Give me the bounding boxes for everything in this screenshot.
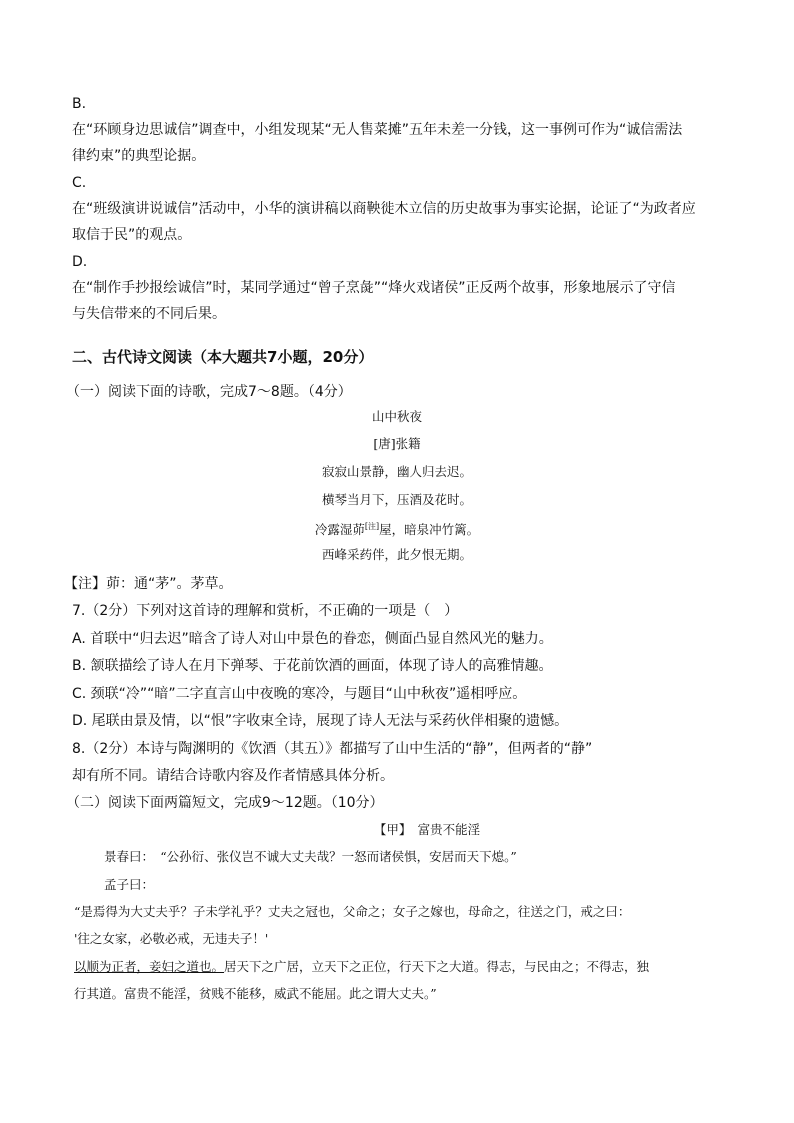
option-b-text-line1: 在“环顾身边思诚信”调查中，小组发现某“无人售菜摊”五年未差一分钱，这一事例可作为“诚信需法 xyxy=(72,122,683,138)
poem-author: [唐]张籍 xyxy=(373,436,421,451)
passage-a-line1: 景春曰： “公孙衍、张仪岂不诚大丈夫哉？一怒而诸侯惧，安居而天下熄。” xyxy=(104,849,517,864)
poem-line-2: 横琴当月下，压酒及花时。 xyxy=(321,492,472,507)
option-d-text-line2: 与失信带来的不同后果。 xyxy=(72,306,226,322)
question-7-stem: 7.（2分）下列对这首诗的理解和赏析，不正确的一项是（ ） xyxy=(72,603,459,619)
passage-a-line3: “是焉得为大丈夫乎？子未学礼乎？丈夫之冠也，父命之；女子之嫁也，母命之，往送之门，戒之曰： xyxy=(74,904,631,919)
option-b-label: B. xyxy=(72,96,87,112)
underlined-sentence: 以顺为正者，妾妇之道也。 xyxy=(74,959,225,974)
question-7-option-a: A. 首联中“归去迟”暗含了诗人对山中景色的眷恋，侧面凸显自然风光的魅力。 xyxy=(72,631,553,647)
passage-a-line5 xyxy=(74,957,734,977)
question-7-option-c: C. 颈联“冷”“暗”二字直言山中夜晚的寒冷，与题目“山中秋夜”遥相呼应。 xyxy=(72,686,527,702)
passage-a-line6: 行其道。富贵不能淫，贫贱不能移，威武不能屈。此之谓大丈夫。” xyxy=(74,986,437,1001)
poem-line-1: 寂寂山景静，幽人归去迟。 xyxy=(321,464,472,479)
poem-note: 【注】茆：通“茅”。茅草。 xyxy=(64,576,233,592)
option-d-label: D. xyxy=(72,254,88,270)
option-c-text-line1: 在“班级演讲说诚信”活动中，小华的演讲稿以商鞅徙木立信的历史故事为事实论据，论证了“为政者应 xyxy=(72,201,696,217)
question-7-option-d: D. 尾联由景及情，以“恨”字收束全诗，展现了诗人无法与采药伙伴相聚的遗憾。 xyxy=(72,713,569,729)
poem-line-3-end: 屋，暗泉冲竹篱。 xyxy=(379,522,480,538)
option-d-text-line1: 在“制作手抄报绘诚信”时，某同学通过“曾子烹彘”“烽火戏诸侯”正反两个故事，形象地展示了守信 xyxy=(72,280,676,296)
passage-a-title: 【甲】 富贵不能淫 xyxy=(373,822,481,837)
poem-title: 山中秋夜 xyxy=(371,409,422,424)
poem-line-4: 西峰采药伴，此夕恨无期。 xyxy=(321,547,472,562)
passage-a-line4: '往之女家，必敬必戒，无违夫子！' xyxy=(74,931,269,946)
part-one-intro: （一）阅读下面的诗歌，完成7～8题。（4分） xyxy=(66,384,352,400)
option-b-text-line2: 律约束”的典型论据。 xyxy=(72,148,206,164)
option-c-text-line2: 取信于民”的观点。 xyxy=(72,227,192,243)
poem-line-3 xyxy=(0,518,794,539)
section-heading: 二、古代诗文阅读（本大题共7小题，20分） xyxy=(72,348,374,366)
passage-a-line5-rest: 居天下之广居，立天下之正位，行天下之大道。得志，与民由之；不得志，独 xyxy=(224,959,650,974)
passage-a-line2: 孟子曰： xyxy=(104,877,155,892)
question-8-line2: 却有所不同。请结合诗歌内容及作者情感具体分析。 xyxy=(72,768,394,784)
question-8-line1: 8.（2分）本诗与陶渊明的《饮酒（其五）》都描写了山中生活的“静”，但两者的“静” xyxy=(72,741,593,757)
question-7-option-b: B. 颔联描绘了诗人在月下弹琴、于花前饮酒的画面，体现了诗人的高雅情趣。 xyxy=(72,658,553,674)
poem-line-3-start: 冷露湿茆 xyxy=(314,522,365,538)
option-c-label: C. xyxy=(72,175,87,191)
poem-note-marker: [注] xyxy=(364,522,380,531)
part-two-intro: （二）阅读下面两篇短文，完成9～12题。（10分） xyxy=(66,795,384,811)
